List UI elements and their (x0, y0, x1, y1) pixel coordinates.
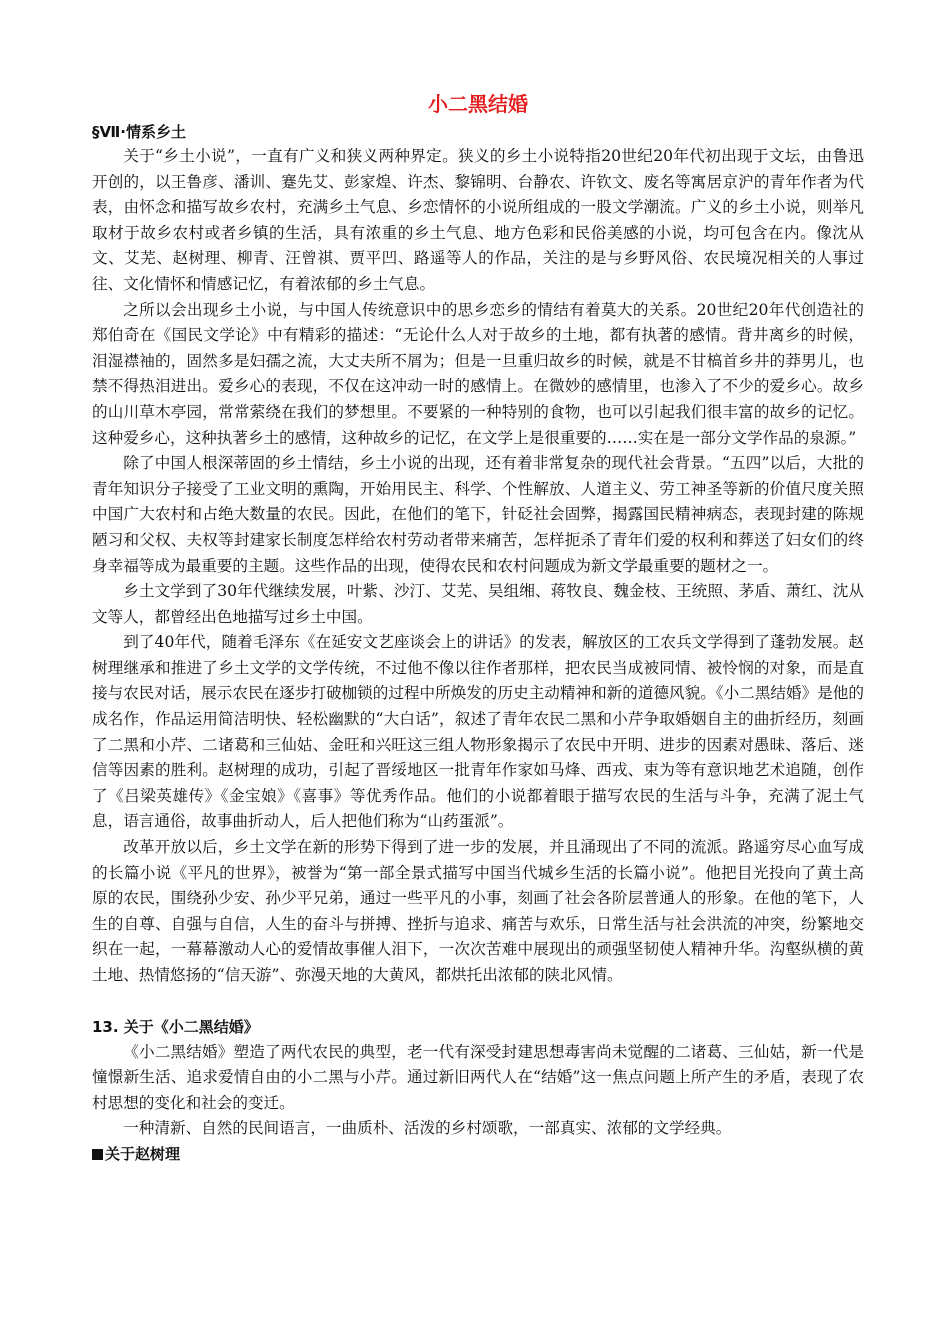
about-author-label: 关于赵树理 (105, 1144, 181, 1163)
section-heading: §Ⅶ·情系乡土 (92, 123, 186, 141)
section-paragraph: 关于“乡土小说”，一直有广义和狭义两种界定。狭义的乡土小说特指20世纪20年代初出现于文坛，由鲁迅开创的，以王鲁彦、潘训、蹇先艾、彭家煌、许杰、黎锦明、台静农、许钦文、废名等寓居京沪的青年作者为代表，由怀念和描写故乡农村，充满乡土气息、乡恋情怀的小说所组成的一股文学潮流。广义的乡土小说，则举凡取材于故乡农村或者乡镇的生活，具有浓重的乡土气息、地方色彩和民俗美感的小说，均可包含在内。像沈从文、艾芜、赵树理、柳青、汪曾祺、贾平凹、路遥等人的作品，关注的是与乡野风俗、农民境况相关的人事过往、文化情怀和情感记忆，有着浓郁的乡土气息。 (92, 147, 864, 293)
section-paragraph: 之所以会出现乡土小说，与中国人传统意识中的思乡恋乡的情结有着莫大的关系。20世纪20年代创造社的郑伯奇在《国民文学论》中有精彩的描述：“无论什么人对于故乡的土地，都有执著的感情。背井离乡的时候，泪湿襟袖的，固然多是妇孺之流，大丈夫所不屑为；但是一旦重归故乡的时候，就是不甘槁首乡井的莽男儿，也禁不得热泪进出。爱乡心的表现，不仅在这冲动一时的感情上。在微妙的感情里，也渗入了不少的爱乡心。故乡的山川草木亭园，常常萦绕在我们的梦想里。不要紧的一种特别的食物，也可以引起我们很丰富的故乡的记忆。这种爱乡心，这种执著乡土的感情，这种故乡的记忆，在文学上是很重要的……实在是一部分文学作品的泉源。” (92, 300, 864, 447)
section-paragraph: 改革开放以后，乡土文学在新的形势下得到了进一步的发展，并且涌现出了不同的流派。路遥穷尽心血写成的长篇小说《平凡的世界》，被誉为“第一部全景式描写中国当代城乡生活的长篇小说”。他把目光投向了黄土高原的农民，围绕孙少安、孙少平兄弟，通过一些平凡的小事，刻画了社会各阶层普通人的形象。在他的笔下，人生的自尊、自强与自信，人生的奋斗与拼搏、挫折与追求、痛苦与欢乐，日常生活与社会洪流的冲突，纷繁地交织在一起，一幕幕激动人心的爱情故事催人泪下，一次次苦难中展现出的顽强坚韧使人精神升华。沟壑纵横的黄土地、热情悠扬的“信天游”、弥漫天地的大黄风，都烘托出浓郁的陕北风情。 (92, 838, 864, 984)
black-square-icon (92, 1149, 103, 1160)
about-author-heading (92, 1142, 864, 1167)
section-paragraph: 到了40年代，随着毛泽东《在延安文艺座谈会上的讲话》的发表，解放区的工农兵文学得到了蓬勃发展。赵树理继承和推进了乡土文学的文学传统，不过他不像以往作者那样，把农民当成被同情、被怜悯的对象，而是直接与农民对话，展示农民在逐步打破枷锁的过程中所焕发的历史主动精神和新的道德风貌。《小二黑结婚》是他的成名作，作品运用简洁明快、轻松幽默的“大白话”，叙述了青年农民二黑和小芹争取婚姻自主的曲折经历，刻画了二黑和小芹、二诸葛和三仙姑、金旺和兴旺这三组人物形象揭示了农民中开明、进步的因素对愚昧、落后、迷信等因素的胜利。赵树理的成功，引起了晋绥地区一批青年作家如马烽、西戎、束为等有意识地艺术追随，创作了《吕梁英雄传》《金宝娘》《喜事》等优秀作品。他们的小说都着眼于描写农民的生活与斗争，充满了泥土气息，语言通俗，故事曲折动人，后人把他们称为“山药蛋派”。 (92, 633, 864, 831)
section-spacer (92, 989, 864, 1015)
section-paragraph: 乡土文学到了30年代继续发展，叶紫、沙汀、艾芜、吴组缃、蒋牧良、魏金枝、王统照、茅盾、萧红、沈从文等人，都曾经出色地描写过乡土中国。 (92, 582, 864, 626)
document-title: 小二黑结婚 (428, 92, 528, 116)
section-paragraph: 除了中国人根深蒂固的乡土情结，乡土小说的出现，还有着非常复杂的现代社会背景。“五四”以后，大批的青年知识分子接受了工业文明的熏陶，开始用民主、科学、个性解放、人道主义、劳工神圣等新的价值尺度关照中国广大农村和占绝大数量的农民。因此，在他们的笔下，针砭社会固弊，揭露国民精神病态，表现封建的陈规陋习和父权、夫权等封建家长制度怎样给农村劳动者带来痛苦，怎样扼杀了青年们爱的权利和葬送了妇女们的终身幸福等成为最重要的主题。这些作品的出现，使得农民和农村问题成为新文学最重要的题材之一。 (92, 454, 864, 575)
about-work-paragraph: 《小二黑结婚》塑造了两代农民的典型，老一代有深受封建思想毒害尚未觉醒的二诸葛、三仙姑，新一代是憧憬新生活、追求爱情自由的小二黑与小芹。通过新旧两代人在“结婚”这一焦点问题上所产生的矛盾，表现了农村思想的变化和社会的变迁。 (92, 1042, 864, 1112)
about-work-paragraph: 一种清新、自然的民间语言，一曲质朴、活泼的乡村颂歌，一部真实、浓郁的文学经典。 (123, 1119, 732, 1138)
about-work-heading: 13. 关于《小二黑结婚》 (92, 1017, 259, 1036)
document-page (92, 90, 864, 1167)
